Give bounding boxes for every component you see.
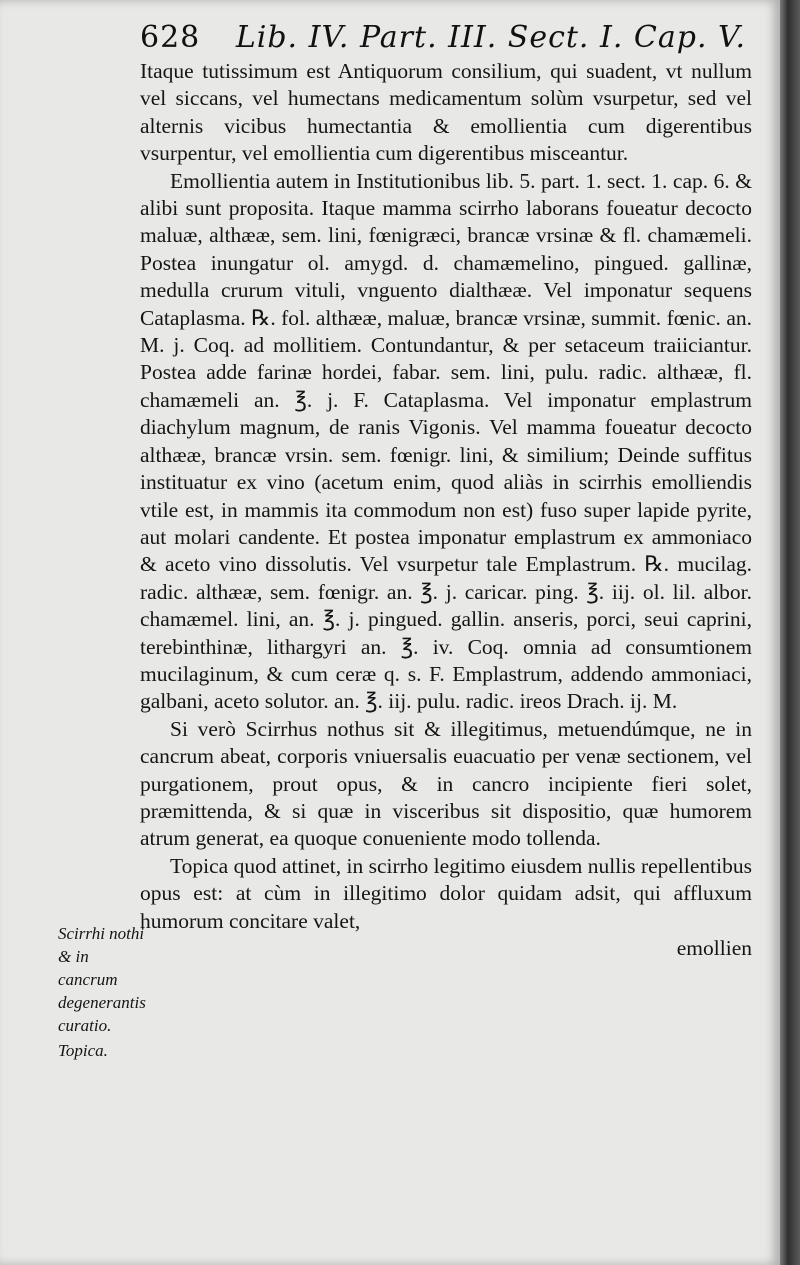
running-title: Lib. IV. Part. III. Sect. I. Cap. V. <box>235 20 746 55</box>
marginal-notes <box>58 922 150 1062</box>
paragraph: Emollientia autem in Institutionibus lib. 5. part. 1. sect. 1. cap. 6. & alibi sunt proposita. Itaque mamma scirrho laborans foueatur decocto maluæ, althææ, sem. lini, fœnigræci, brancæ vrsinæ & fl. chamæmeli. Postea inungatur ol. amygd. d. chamæmelino, pingued. gallinæ, medulla crurum vituli, vnguento dialthææ. Vel imponatur sequens Cataplasma. ℞. fol. althææ, maluæ, brancæ vrsinæ, summit. fœnic. an. M. j. Coq. ad mollitiem. Contundantur, & per setaceum traiiciantur. Postea adde farinæ hordei, fabar. sem. lini, pulu. radic. althææ, fl. chamæmeli an. ℥. j. F. Cataplasma. Vel imponatur emplastrum diachylum magnum, de ranis Vigonis. Vel mamma foueatur decocto althææ, brancæ vrsin. sem. fœnigr. lini, & similium; Deinde suffitus instituatur ex vino (acetum enim, quod aliàs in scirrhis emolliendis vtile est, in mammis ita commodum non est) fuso super lapide pyrite, aut molari candente. Et postea imponatur emplastrum ex ammoniaco & aceto vino dissolutis. Vel vsurpetur tale Emplastrum. ℞. mucilag. radic. althææ, sem. fœnigr. an. ℥. j. caricar. ping. ℥. iij. ol. lil. albor. chamæmel. lini, an. ℥. j. pingued. gallin. anseris, porci, seui caprini, terebinthinæ, lithargyri an. ℥. iv. Coq. omnia ad consumtionem mucilaginum, & cum ceræ q. s. F. Emplastrum, addendo ammoniaci, galbani, aceto solutor. an. ℥. iij. pulu. radic. ireos Drach. ij. M. <box>140 168 752 714</box>
catchword: emollien <box>676 936 752 960</box>
marginal-note: Topica. <box>58 1041 108 1060</box>
page-number: 628 <box>140 20 201 55</box>
page-header <box>140 20 760 60</box>
marginal-note: Scirrhi nothi & in cancrum degenerantis curatio. <box>58 924 146 1035</box>
paragraph: Topica quod attinet, in scirrho legitimo eiusdem nullis repellentibus opus est: at cùm in illegitimo dolor quidam adsit, qui affluxum humorum concitare valet, <box>140 853 752 933</box>
paragraph: Itaque tutissimum est Antiquorum consilium, qui suadent, vt nullum vel siccans, vel humectans medicamentum solùm vsurpetur, sed vel alternis vicibus humectantia & emollientia cum digerentibus vsurpentur, vel emollientia cum digerentibus misceantur. <box>140 59 752 166</box>
paragraph: Si verò Scirrhus nothus sit & illegitimus, metuendúmque, ne in cancrum abeat, corporis vniuersalis euacuatio per venæ sectionem, vel purgationem, prout opus, & in cancro incipiente fieri solet, præmittenda, & si quæ in visceribus sit dispositio, quæ humorem atrum generat, ea quoque conueniente modo tollenda. <box>140 716 752 851</box>
main-text <box>140 58 752 962</box>
page-edge <box>780 0 800 1265</box>
